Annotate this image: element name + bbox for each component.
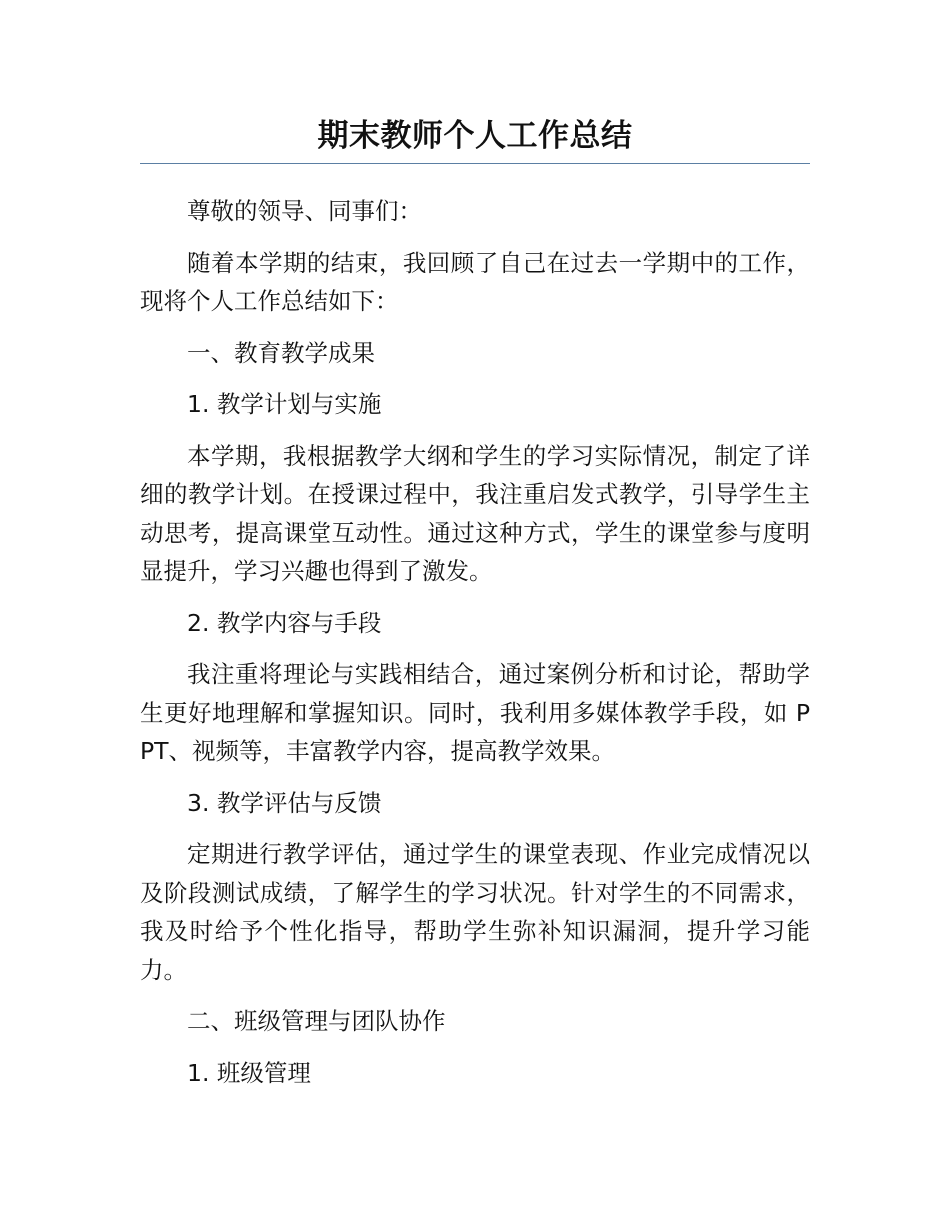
body-paragraph: 本学期，我根据教学大纲和学生的学习实际情况，制定了详细的教学计划。在授课过程中，我注重启发式教学，引导学生主动思考，提高课堂互动性。通过这种方式，学生的课堂参与度明显提升，学习兴趣也得到了激发。 [140,441,810,585]
subsection-heading-1-3: 3. 教学评估与反馈 [187,788,382,817]
subsection-heading-1-2: 2. 教学内容与手段 [187,608,382,637]
salutation: 尊敬的领导、同事们： [187,197,422,225]
subsection-heading-2-1: 1. 班级管理 [187,1058,311,1087]
document-title: 期末教师个人工作总结 [317,118,633,154]
body-paragraph: 定期进行教学评估，通过学生的课堂表现、作业完成情况以及阶段测试成绩，了解学生的学习状况。针对学生的不同需求，我及时给予个性化指导，帮助学生弥补知识漏洞，提升学习能力。 [140,840,810,984]
intro-paragraph: 随着本学期的结束，我回顾了自己在过去一学期中的工作，现将个人工作总结如下： [140,248,810,315]
section-heading-1: 一、教育教学成果 [187,338,375,367]
body-paragraph: 我注重将理论与实践相结合，通过案例分析和讨论，帮助学生更好地理解和掌握知识。同时，我利用多媒体教学手段，如 PPT、视频等，丰富教学内容，提高教学效果。 [140,660,810,765]
document-body [140,192,810,1105]
section-heading-2: 二、班级管理与团队协作 [187,1007,446,1035]
subsection-heading-1-1: 1. 教学计划与实施 [187,390,382,418]
title-underline [140,163,810,164]
